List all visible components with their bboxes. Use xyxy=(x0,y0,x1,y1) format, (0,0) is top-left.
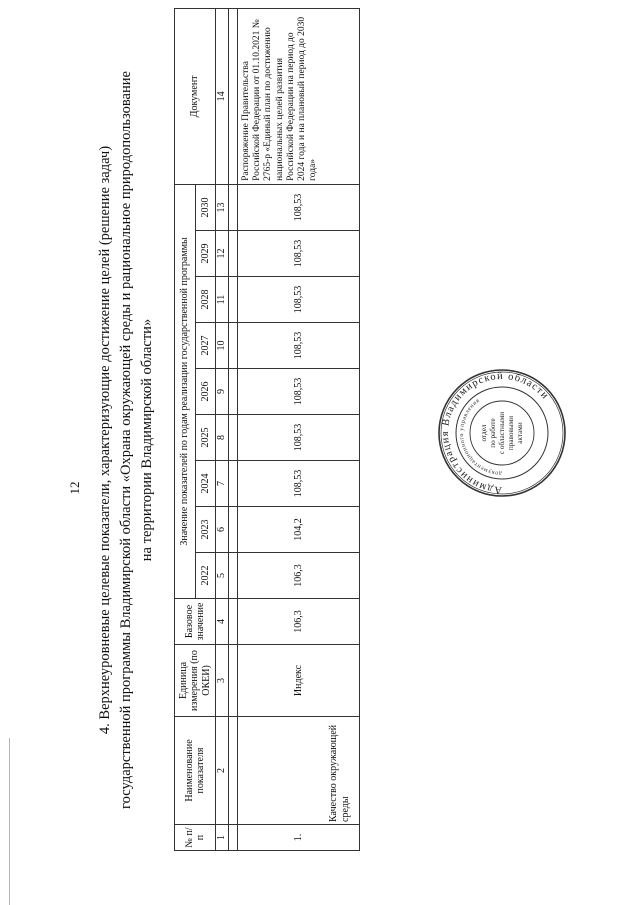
column-number: 10 xyxy=(216,323,229,369)
indicator-value: 106,3 xyxy=(238,553,360,599)
column-number: 3 xyxy=(216,645,229,717)
heading-line-3: на территории Владимирской области» xyxy=(139,318,155,562)
column-number: 13 xyxy=(216,184,229,230)
column-number: 6 xyxy=(216,507,229,553)
empty-cell xyxy=(229,323,238,369)
seal-inner-ring-text: документационного управления xyxy=(458,397,503,477)
row-num: 1. xyxy=(238,825,360,851)
empty-cell xyxy=(229,553,238,599)
indicator-name: Качество окружающей среды xyxy=(238,717,360,825)
header-name: Наименование показателя xyxy=(175,717,216,825)
table-row xyxy=(238,8,360,850)
seal-center-line: по работе xyxy=(489,418,497,448)
column-number: 12 xyxy=(216,231,229,277)
indicator-value: 104,2 xyxy=(238,507,360,553)
indicator-value: 108,53 xyxy=(238,461,360,507)
header-year: 2026 xyxy=(195,369,216,415)
empty-cell xyxy=(229,415,238,461)
column-number: 9 xyxy=(216,369,229,415)
column-number: 7 xyxy=(216,461,229,507)
column-number: 8 xyxy=(216,415,229,461)
empty-cell xyxy=(229,599,238,645)
header-year: 2022 xyxy=(195,553,216,599)
indicator-value: 108,53 xyxy=(238,369,360,415)
empty-cell xyxy=(229,8,238,184)
indicator-value: 108,53 xyxy=(238,323,360,369)
column-number: 11 xyxy=(216,277,229,323)
header-year: 2023 xyxy=(195,507,216,553)
header-base: Базовое значение xyxy=(175,599,216,645)
empty-cell xyxy=(229,825,238,851)
seal-center-line: с областными xyxy=(498,411,506,455)
header-unit: Единица измерения (по ОКЕИ) xyxy=(175,645,216,717)
column-number: 2 xyxy=(216,717,229,825)
indicator-unit: Индекс xyxy=(238,645,360,717)
header-year: 2025 xyxy=(195,415,216,461)
section-heading xyxy=(95,25,175,855)
empty-cell xyxy=(229,231,238,277)
column-number: 4 xyxy=(216,599,229,645)
indicator-value: 108,53 xyxy=(238,415,360,461)
indicator-value: 108,53 xyxy=(238,184,360,230)
empty-cell xyxy=(229,461,238,507)
seal-center-line: отдел xyxy=(480,424,488,442)
indicator-document: Распоряжение Правительства Российской Федерации от 01.10.2021 № 2765-р «Единый план по достижению национальных целей развития Российской Федерации на период до 2024 года и на плановый период до 2030 года» xyxy=(238,8,360,184)
indicator-base: 106,3 xyxy=(238,599,360,645)
header-year: 2028 xyxy=(195,277,216,323)
seal-center-line: актами xyxy=(516,422,524,444)
page-number: 12 xyxy=(67,481,82,495)
header-year: 2027 xyxy=(195,323,216,369)
header-year: 2030 xyxy=(195,184,216,230)
heading-line-2: государственной программы Владимирской области «Охрана окружающей среды и рациональное природопользование xyxy=(118,71,134,809)
header-num: № п/п xyxy=(175,825,216,851)
margin-line xyxy=(9,738,10,905)
official-seal-stamp xyxy=(437,368,567,498)
indicator-value: 108,53 xyxy=(238,231,360,277)
empty-cell xyxy=(229,507,238,553)
empty-cell xyxy=(229,645,238,717)
column-number: 5 xyxy=(216,553,229,599)
column-number: 14 xyxy=(216,8,229,184)
header-year: 2029 xyxy=(195,231,216,277)
empty-cell xyxy=(229,277,238,323)
seal-ring-text: Администрация Владимирской области xyxy=(439,370,551,496)
empty-cell xyxy=(229,717,238,825)
indicator-value: 108,53 xyxy=(238,277,360,323)
header-values-group: Значение показателей по годам реализации государственной программы xyxy=(175,184,196,598)
column-number: 1 xyxy=(216,825,229,851)
header-document: Документ xyxy=(175,8,216,184)
heading-line-1: 4. Верхнеуровневые целевые показатели, характеризующие достижение целей (решение задач) xyxy=(97,145,113,735)
indicators-table xyxy=(174,8,360,851)
empty-cell xyxy=(229,369,238,415)
header-year: 2024 xyxy=(195,461,216,507)
seal-center-line: правовыми xyxy=(507,415,515,451)
empty-cell xyxy=(229,184,238,230)
